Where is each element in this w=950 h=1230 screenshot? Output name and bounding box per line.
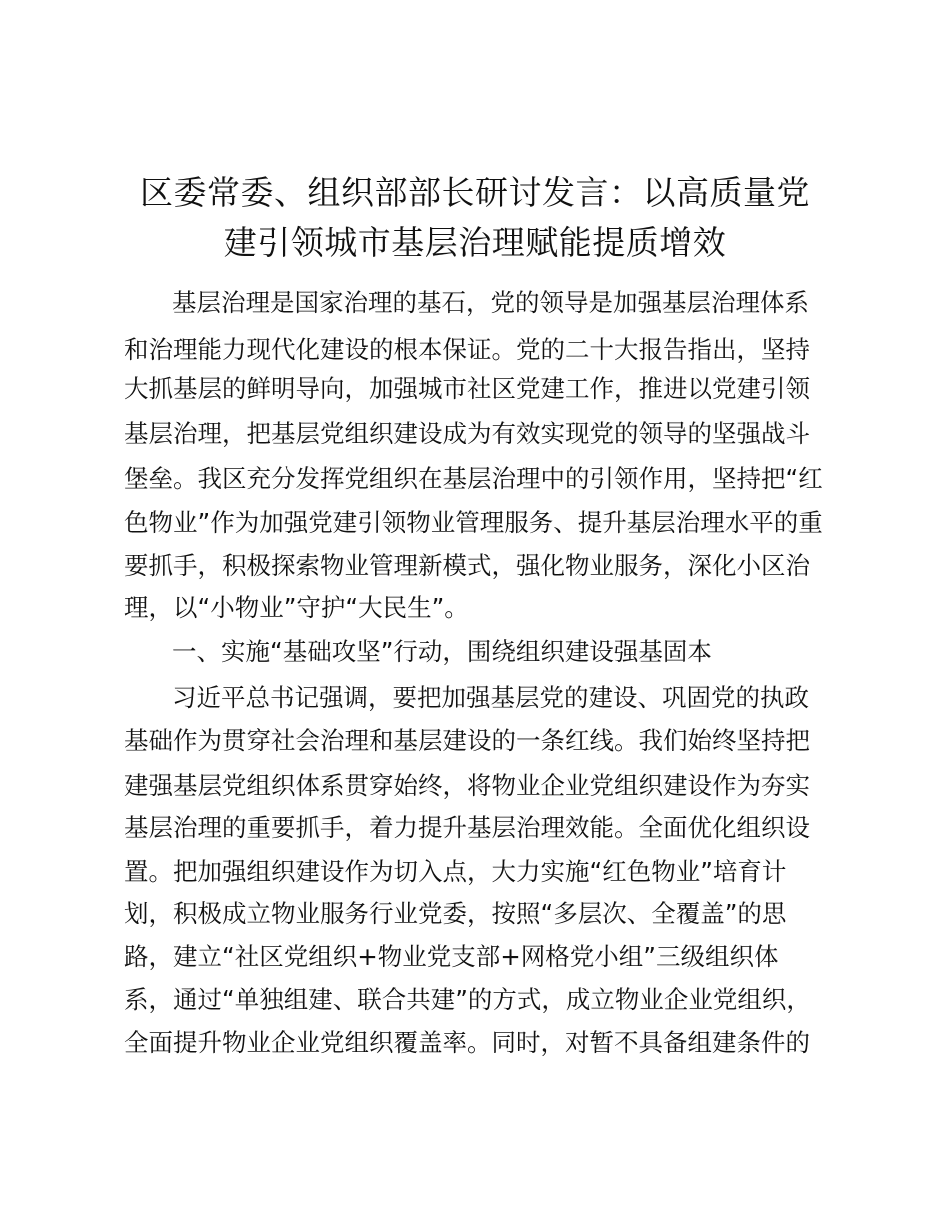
body-line: 色物业”作为加强党建引领物业管理服务、提升基层治理水平的重 — [124, 508, 823, 537]
title-line-2: 建引领城市基层治理赋能提质增效 — [223, 223, 727, 262]
body-line: 划，积极成立物业服务行业党委，按照“多层次、全覆盖”的思 — [124, 899, 787, 928]
body-line: 路，建立“社区党组织+物业党支部+网格党小组”三级组织体 — [124, 942, 779, 971]
body-line: 基础作为贯穿社会治理和基层建设的一条红线。我们始终坚持把 — [124, 726, 810, 755]
body-line: 大抓基层的鲜明导向，加强城市社区党建工作，推进以党建引领 — [124, 374, 810, 403]
body-line: 习近平总书记强调，要把加强基层党的建设、巩固党的执政 — [172, 683, 809, 712]
body-line: 置。把加强组织建设作为切入点，大力实施“红色物业”培育计 — [124, 857, 787, 886]
body-line: 基层治理的重要抓手，着力提升基层治理效能。全面优化组织设 — [124, 813, 810, 842]
title-line-1: 区委常委、组织部部长研讨发言：以高质量党 — [140, 173, 810, 212]
body-line: 系，通过“单独组建、联合共建”的方式，成立物业企业党组织， — [124, 985, 811, 1014]
body-line: 要抓手，积极探索物业管理新模式，强化物业服务，深化小区治 — [124, 551, 810, 580]
section-heading: 一、实施“基础攻坚”行动，围绕组织建设强基固本 — [172, 637, 712, 666]
body-line: 建强基层党组织体系贯穿始终，将物业企业党组织建设作为夯实 — [124, 771, 810, 800]
body-line: 基层治理，把基层党组织建设成为有效实现党的领导的坚强战斗 — [124, 419, 810, 448]
body-line: 理，以“小物业”守护“大民生”。 — [124, 593, 469, 622]
body-line: 和治理能力现代化建设的根本保证。党的二十大报告指出，坚持 — [124, 335, 810, 364]
body-line: 全面提升物业企业党组织覆盖率。同时，对暂不具备组建条件的 — [124, 1028, 810, 1057]
body-line: 堡垒。我区充分发挥党组织在基层治理中的引领作用，坚持把“红 — [124, 464, 823, 493]
document-title — [110, 168, 840, 268]
body-line: 基层治理是国家治理的基石，党的领导是加强基层治理体系 — [172, 288, 809, 317]
